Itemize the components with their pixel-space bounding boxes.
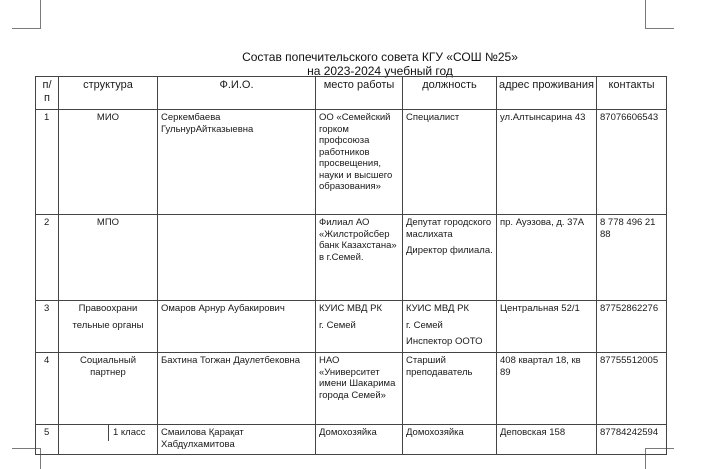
crop-mark-top-left — [12, 0, 41, 29]
cell-address: Центральная 52/1 — [497, 301, 597, 353]
table-row — [36, 425, 667, 455]
title-line-2: на 2023-2024 учебный год — [307, 64, 453, 78]
cell-structure: МИО — [59, 110, 158, 215]
cell-structure: Социальный партнер — [59, 353, 158, 425]
cell-work: ОО «Семейский горком профсоюза работников просвещения, науки и высшего образования» — [316, 110, 403, 215]
table-header-row — [36, 77, 667, 110]
cell-contacts: 87784242594 — [597, 425, 667, 455]
cell-contacts: 8 778 496 21 88 — [597, 215, 667, 301]
cell-address: 408 квартал 18, кв 89 — [497, 353, 597, 425]
cell-position — [403, 215, 497, 301]
cell-fio — [158, 215, 316, 301]
cell-position: Старший преподаватель — [403, 353, 497, 425]
cell-position — [403, 301, 497, 353]
structure-text: Правоохрани — [78, 303, 138, 314]
cell-structure — [59, 301, 158, 353]
header-contacts: контакты — [597, 77, 667, 110]
title-line-1: Состав попечительского совета КГУ «СОШ №25» — [242, 50, 518, 64]
document-title — [0, 50, 720, 78]
cell-address: Деповская 158 — [497, 425, 597, 455]
cell-num: 1 — [36, 110, 59, 215]
table-row — [36, 215, 667, 301]
cell-fio: Серкембаева ГульнурАйтказыевна — [158, 110, 316, 215]
position-extra-2: Инспектор ООТО — [406, 336, 483, 347]
cell-work: НАО «Университет имени Шакарима города Семей» — [316, 353, 403, 425]
cell-address: пр. Ауэзова, д. 37А — [497, 215, 597, 301]
header-fio: Ф.И.О. — [158, 77, 316, 110]
structure-text: 1 класс — [113, 427, 146, 438]
cell-work: Домохозяйка — [316, 425, 403, 455]
cell-num: 2 — [36, 215, 59, 301]
header-address: адрес проживания — [497, 77, 597, 110]
structure-subcell-divider — [59, 425, 110, 441]
cell-work — [316, 301, 403, 353]
cell-fio: Смаилова Қарақат Хабдулхамитова — [158, 425, 316, 455]
table-row — [36, 301, 667, 353]
structure-extra: тельные органы — [72, 319, 144, 331]
position-extra: Директор филиала. — [406, 245, 493, 256]
crop-mark-top-right — [645, 0, 674, 29]
table-row — [36, 353, 667, 425]
position-extra: г. Семей — [406, 319, 443, 331]
table-row — [36, 110, 667, 215]
cell-address: ул.Алтынсарина 43 — [497, 110, 597, 215]
cell-contacts: 87076606543 — [597, 110, 667, 215]
header-structure: структура — [59, 77, 158, 110]
position-text: Депутат городского маслихата — [406, 217, 492, 240]
cell-position: Специалист — [403, 110, 497, 215]
cell-structure — [59, 425, 158, 455]
cell-contacts: 87755512005 — [597, 353, 667, 425]
position-text: КУИС МВД РК — [406, 303, 469, 314]
cell-work: Филиал АО «Жилстройсбер банк Казахстана» в г.Семей. — [316, 215, 403, 301]
cell-num: 5 — [36, 425, 59, 455]
structure-subcell — [59, 425, 157, 439]
cell-fio: Омаров Арнур Аубакирович — [158, 301, 316, 353]
header-work: место работы — [316, 77, 403, 110]
council-table — [35, 76, 667, 455]
cell-num: 3 — [36, 301, 59, 353]
work-text: КУИС МВД РК — [319, 303, 382, 314]
work-extra: г. Семей — [319, 319, 356, 331]
cell-contacts: 87752862276 — [597, 301, 667, 353]
cell-num: 4 — [36, 353, 59, 425]
cell-structure: МПО — [59, 215, 158, 301]
header-num: п/ п — [36, 77, 59, 110]
cell-position: Домохозяйка — [403, 425, 497, 455]
header-position: должность — [403, 77, 497, 110]
cell-fio: Бахтина Тогжан Даулетбековна — [158, 353, 316, 425]
